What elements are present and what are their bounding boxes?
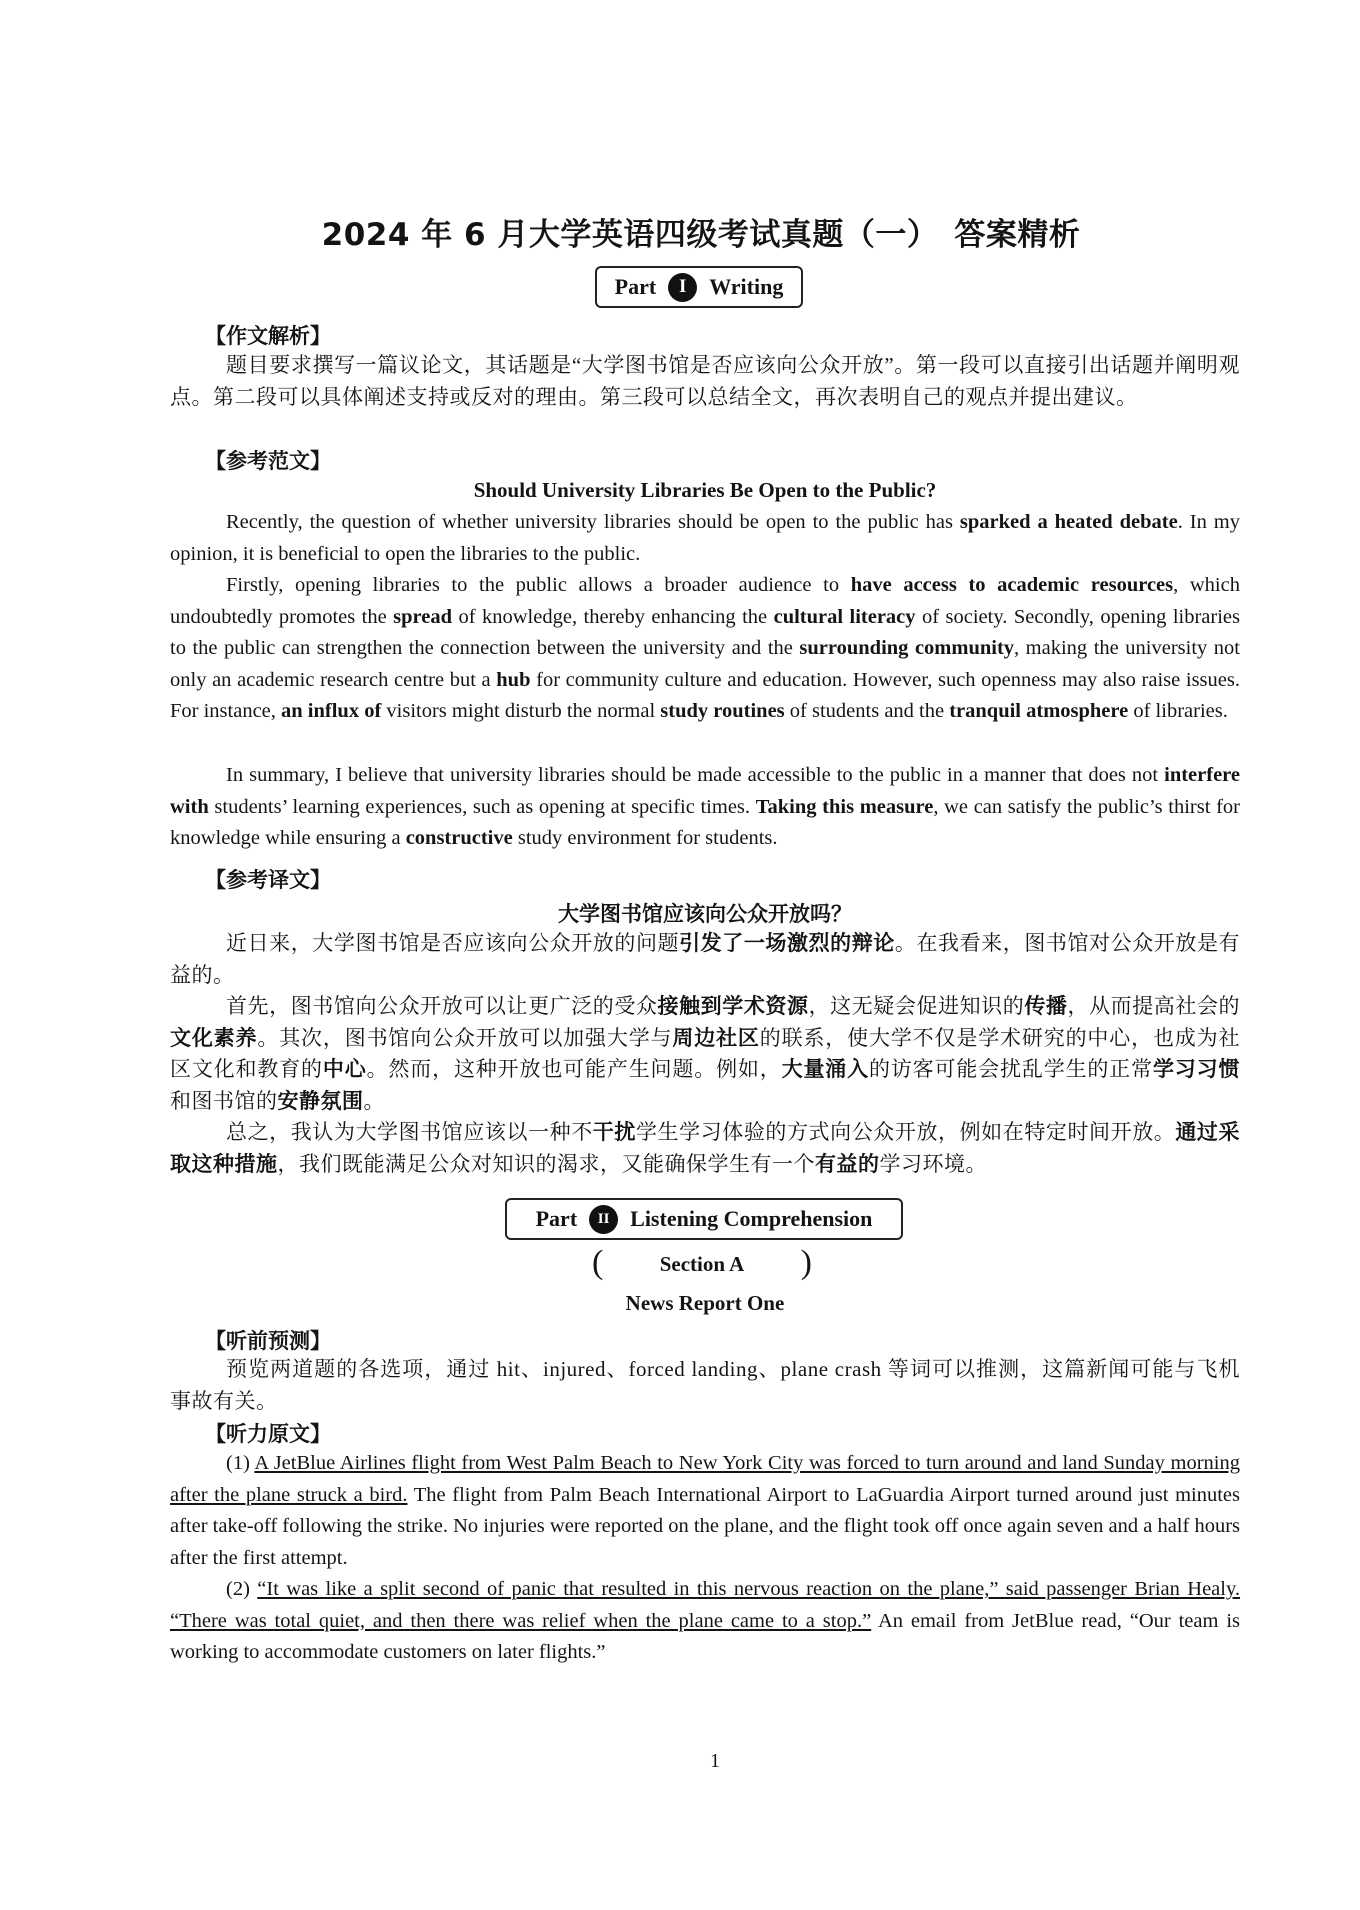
essay-paragraph-2: Firstly, opening libraries to the public allows a broader audience to have access to academic resources, which undoubtedly promotes the spread of knowledge, thereby enhancing the cultural literacy of society. Secondly, opening libraries to the public can strengthen the connection between the university and the surrounding community, making the university not only an academic research centre but a hub for community culture and education. However, such openness may also raise issues. For instance, an influx of visitors might disturb the normal study routines of students and the tranquil atmosphere of libraries.	[170, 574, 1241, 722]
part-numeral-badge: I	[668, 273, 697, 302]
script-paragraph-1: (1) A JetBlue Airlines flight from West Palm Beach to New York City was forced to turn around and land Sunday morning after the plane struck a bird. The flight from Palm Beach International Airport to LaGuardia Airport turned around just minutes after take-off following the strike. No injuries were reported on the plane, and the flight took off once again seven and a half hours after the first attempt.	[170, 1452, 1241, 1569]
part-title: Listening Comprehension	[630, 1206, 873, 1231]
part-word: Part	[614, 274, 657, 299]
page-number: 1	[710, 1750, 720, 1772]
translation-paragraph-1: 近日来，大学图书馆是否应该向公众开放的问题引发了一场激烈的辩论。在我看来，图书馆对公众开放是有益的。	[170, 931, 1241, 987]
part-numeral-badge: II	[589, 1205, 618, 1234]
prediction-text: 预览两道题的各选项，通过 hit、injured、forced landing、plane crash 等词可以推测，这篇新闻可能与飞机事故有关。	[170, 1357, 1240, 1413]
part-two-label	[505, 1198, 903, 1240]
sample-essay-heading: 【参考范文】	[205, 449, 331, 473]
news-report-title: News Report One	[625, 1291, 785, 1315]
translation-title: 大学图书馆应该向公众开放吗？	[558, 902, 852, 926]
section-a-label: ( Section A )	[592, 1244, 812, 1281]
part-title: Writing	[709, 274, 784, 299]
essay-analysis-heading: 【作文解析】	[205, 324, 331, 348]
page-title: 2024 年 6 月大学英语四级考试真题（一） 答案精析	[321, 217, 1081, 253]
part-word: Part	[535, 1206, 578, 1231]
part-one-label	[595, 266, 803, 308]
essay-analysis-text: 题目要求撰写一篇议论文，其话题是“大学图书馆是否应该向公众开放”。第一段可以直接引出话题并阐明观点。第二段可以具体阐述支持或反对的理由。第三段可以总结全文，再次表明自己的观点并提出建议。	[170, 353, 1240, 409]
script-heading: 【听力原文】	[205, 1422, 331, 1446]
script-paragraph-2: (2) “It was like a split second of panic that resulted in this nervous reaction on the plane,” said passenger Brian Healy. “There was total quiet, and then there was relief when the plane came to a stop.” An email from JetBlue read, “Our team is working to accommodate customers on later flights.”	[170, 1578, 1241, 1663]
translation-paragraph-3: 总之，我认为大学图书馆应该以一种不干扰学生学习体验的方式向公众开放，例如在特定时间开放。通过采取这种措施，我们既能满足公众对知识的渴求，又能确保学生有一个有益的学习环境。	[170, 1120, 1241, 1176]
translation-heading: 【参考译文】	[205, 868, 331, 892]
prediction-heading: 【听前预测】	[205, 1329, 331, 1353]
essay-paragraph-1: Recently, the question of whether university libraries should be open to the public has sparked a heated debate. In my opinion, it is beneficial to open the libraries to the public.	[170, 511, 1240, 565]
translation-paragraph-2: 首先，图书馆向公众开放可以让更广泛的受众接触到学术资源，这无疑会促进知识的传播，从而提高社会的文化素养。其次，图书馆向公众开放可以加强大学与周边社区的联系，使大学不仅是学术研究的中心，也成为社区文化和教育的中心。然而，这种开放也可能产生问题。例如，大量涌入的访客可能会扰乱学生的正常学习习惯和图书馆的安静氛围。	[170, 994, 1241, 1113]
essay-paragraph-3: In summary, I believe that university libraries should be made accessible to the public in a manner that does not interfere with students’ learning experiences, such as opening at specific times. Taking this measure, we can satisfy the public’s thirst for knowledge while ensuring a constructive study environment for students.	[170, 764, 1240, 849]
sample-essay-title: Should University Libraries Be Open to the Public?	[473, 478, 937, 502]
